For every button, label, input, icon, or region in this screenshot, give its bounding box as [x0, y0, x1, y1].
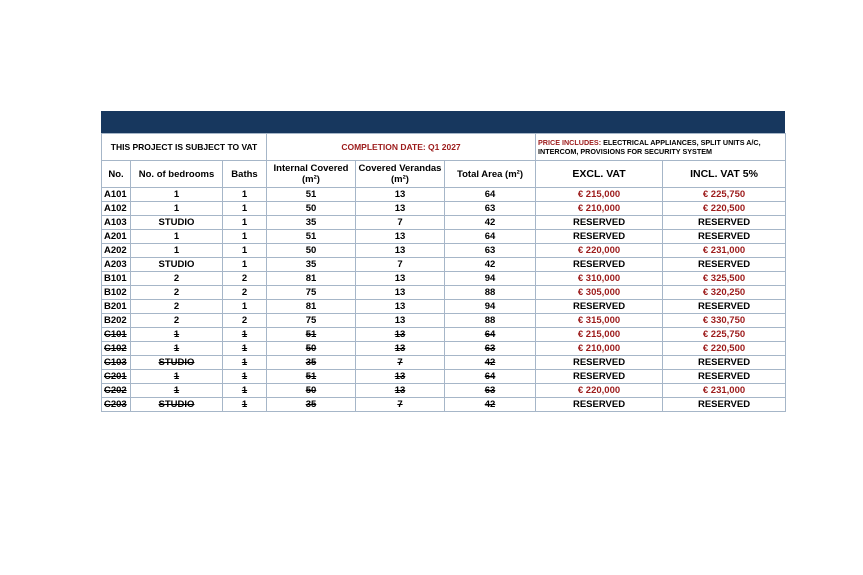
veranda-area: 7: [356, 356, 445, 370]
internal-area: 35: [267, 216, 356, 230]
price-incl-vat: RESERVED: [663, 258, 786, 272]
baths: 1: [223, 258, 267, 272]
price-excl-vat: € 215,000: [536, 188, 663, 202]
baths: 1: [223, 342, 267, 356]
internal-area: 75: [267, 286, 356, 300]
completion-date: COMPLETION DATE: Q1 2027: [267, 134, 536, 161]
price-excl-vat: € 210,000: [536, 342, 663, 356]
total-area: 63: [445, 342, 536, 356]
bedrooms: STUDIO: [131, 216, 223, 230]
internal-area: 35: [267, 398, 356, 412]
table-row: [102, 314, 786, 328]
price-incl-vat: RESERVED: [663, 230, 786, 244]
total-area: 42: [445, 216, 536, 230]
unit-number: A102: [102, 202, 131, 216]
table-row: [102, 202, 786, 216]
internal-area: 50: [267, 342, 356, 356]
internal-area: 81: [267, 272, 356, 286]
price-incl-vat: RESERVED: [663, 216, 786, 230]
internal-area: 35: [267, 258, 356, 272]
price-incl-vat: € 225,750: [663, 328, 786, 342]
bedrooms: 1: [131, 230, 223, 244]
baths: 1: [223, 356, 267, 370]
veranda-area: 13: [356, 370, 445, 384]
veranda-area: 13: [356, 328, 445, 342]
table-row: [102, 188, 786, 202]
header-total: Total Area (m²): [445, 161, 536, 188]
total-area: 64: [445, 370, 536, 384]
internal-area: 50: [267, 202, 356, 216]
table-row: [102, 244, 786, 258]
table-row: [102, 272, 786, 286]
header-incl-vat: INCL. VAT 5%: [663, 161, 786, 188]
baths: 1: [223, 216, 267, 230]
price-incl-vat: RESERVED: [663, 300, 786, 314]
table-row: [102, 328, 786, 342]
price-excl-vat: RESERVED: [536, 370, 663, 384]
internal-area: 75: [267, 314, 356, 328]
bedrooms: 2: [131, 272, 223, 286]
price-includes-text: ELECTRICAL APPLIANCES, SPLIT UNITS A/C, INTERCOM, PROVISIONS FOR SECURITY SYSTEM: [538, 138, 761, 156]
baths: 1: [223, 384, 267, 398]
internal-area: 51: [267, 188, 356, 202]
veranda-area: 13: [356, 342, 445, 356]
baths: 1: [223, 230, 267, 244]
price-incl-vat: € 231,000: [663, 244, 786, 258]
price-excl-vat: € 215,000: [536, 328, 663, 342]
internal-area: 51: [267, 370, 356, 384]
price-excl-vat: € 310,000: [536, 272, 663, 286]
price-incl-vat: € 220,500: [663, 342, 786, 356]
veranda-area: 13: [356, 188, 445, 202]
veranda-area: 13: [356, 202, 445, 216]
unit-number: B202: [102, 314, 131, 328]
baths: 1: [223, 300, 267, 314]
price-excl-vat: RESERVED: [536, 230, 663, 244]
header-baths: Baths: [223, 161, 267, 188]
bedrooms: 1: [131, 244, 223, 258]
price-list-sheet: [101, 111, 785, 412]
internal-area: 81: [267, 300, 356, 314]
vat-note: THIS PROJECT IS SUBJECT TO VAT: [102, 134, 267, 161]
price-excl-vat: RESERVED: [536, 300, 663, 314]
veranda-area: 13: [356, 314, 445, 328]
baths: 2: [223, 272, 267, 286]
price-incl-vat: RESERVED: [663, 356, 786, 370]
baths: 1: [223, 244, 267, 258]
unit-number: A103: [102, 216, 131, 230]
table-row: [102, 356, 786, 370]
baths: 1: [223, 398, 267, 412]
header-internal: Internal Covered (m²): [267, 161, 356, 188]
total-area: 42: [445, 398, 536, 412]
price-includes: [536, 134, 786, 161]
veranda-area: 7: [356, 216, 445, 230]
unit-number: A202: [102, 244, 131, 258]
bedrooms: 2: [131, 314, 223, 328]
veranda-area: 13: [356, 244, 445, 258]
header-no: No.: [102, 161, 131, 188]
header-bedrooms: No. of bedrooms: [131, 161, 223, 188]
total-area: 42: [445, 258, 536, 272]
total-area: 63: [445, 384, 536, 398]
veranda-area: 13: [356, 384, 445, 398]
veranda-area: 13: [356, 300, 445, 314]
baths: 2: [223, 314, 267, 328]
total-area: 88: [445, 286, 536, 300]
bedrooms: STUDIO: [131, 258, 223, 272]
total-area: 64: [445, 230, 536, 244]
price-excl-vat: € 220,000: [536, 244, 663, 258]
bedrooms: 1: [131, 384, 223, 398]
unit-number: A203: [102, 258, 131, 272]
veranda-area: 13: [356, 230, 445, 244]
bedrooms: 2: [131, 286, 223, 300]
unit-number: B201: [102, 300, 131, 314]
bedrooms: 1: [131, 370, 223, 384]
unit-number: C103: [102, 356, 131, 370]
table-row: [102, 342, 786, 356]
bedrooms: 1: [131, 202, 223, 216]
price-excl-vat: € 315,000: [536, 314, 663, 328]
veranda-area: 7: [356, 258, 445, 272]
bedrooms: 1: [131, 328, 223, 342]
unit-number: A101: [102, 188, 131, 202]
unit-number: A201: [102, 230, 131, 244]
total-area: 63: [445, 202, 536, 216]
table-row: [102, 258, 786, 272]
price-incl-vat: € 325,500: [663, 272, 786, 286]
internal-area: 50: [267, 244, 356, 258]
bedrooms: 2: [131, 300, 223, 314]
veranda-area: 13: [356, 286, 445, 300]
bedrooms: STUDIO: [131, 398, 223, 412]
internal-area: 51: [267, 328, 356, 342]
bedrooms: 1: [131, 188, 223, 202]
baths: 1: [223, 370, 267, 384]
total-area: 64: [445, 328, 536, 342]
table-row: [102, 398, 786, 412]
price-excl-vat: RESERVED: [536, 356, 663, 370]
price-excl-vat: € 220,000: [536, 384, 663, 398]
veranda-area: 7: [356, 398, 445, 412]
baths: 2: [223, 286, 267, 300]
baths: 1: [223, 188, 267, 202]
table-row: [102, 370, 786, 384]
baths: 1: [223, 202, 267, 216]
price-excl-vat: € 210,000: [536, 202, 663, 216]
total-area: 42: [445, 356, 536, 370]
internal-area: 50: [267, 384, 356, 398]
price-includes-label: PRICE INCLUDES:: [538, 138, 602, 147]
price-incl-vat: € 231,000: [663, 384, 786, 398]
bedrooms: 1: [131, 342, 223, 356]
total-area: 94: [445, 272, 536, 286]
price-table: [101, 133, 786, 412]
unit-number: B101: [102, 272, 131, 286]
price-incl-vat: RESERVED: [663, 398, 786, 412]
unit-number: C202: [102, 384, 131, 398]
price-excl-vat: RESERVED: [536, 398, 663, 412]
unit-number: C101: [102, 328, 131, 342]
info-row: [102, 134, 786, 161]
total-area: 64: [445, 188, 536, 202]
unit-number: C203: [102, 398, 131, 412]
internal-area: 51: [267, 230, 356, 244]
total-area: 88: [445, 314, 536, 328]
table-row: [102, 216, 786, 230]
bedrooms: STUDIO: [131, 356, 223, 370]
header-excl-vat: EXCL. VAT: [536, 161, 663, 188]
table-row: [102, 230, 786, 244]
table-row: [102, 384, 786, 398]
unit-number: C102: [102, 342, 131, 356]
header-banner: [101, 111, 785, 133]
price-excl-vat: RESERVED: [536, 258, 663, 272]
price-incl-vat: € 330,750: [663, 314, 786, 328]
veranda-area: 13: [356, 272, 445, 286]
column-header-row: [102, 161, 786, 188]
unit-number: C201: [102, 370, 131, 384]
baths: 1: [223, 328, 267, 342]
header-verandas: Covered Verandas (m²): [356, 161, 445, 188]
total-area: 63: [445, 244, 536, 258]
price-incl-vat: € 220,500: [663, 202, 786, 216]
price-incl-vat: € 225,750: [663, 188, 786, 202]
unit-number: B102: [102, 286, 131, 300]
price-excl-vat: RESERVED: [536, 216, 663, 230]
price-incl-vat: € 320,250: [663, 286, 786, 300]
table-row: [102, 286, 786, 300]
internal-area: 35: [267, 356, 356, 370]
price-excl-vat: € 305,000: [536, 286, 663, 300]
total-area: 94: [445, 300, 536, 314]
table-row: [102, 300, 786, 314]
price-incl-vat: RESERVED: [663, 370, 786, 384]
